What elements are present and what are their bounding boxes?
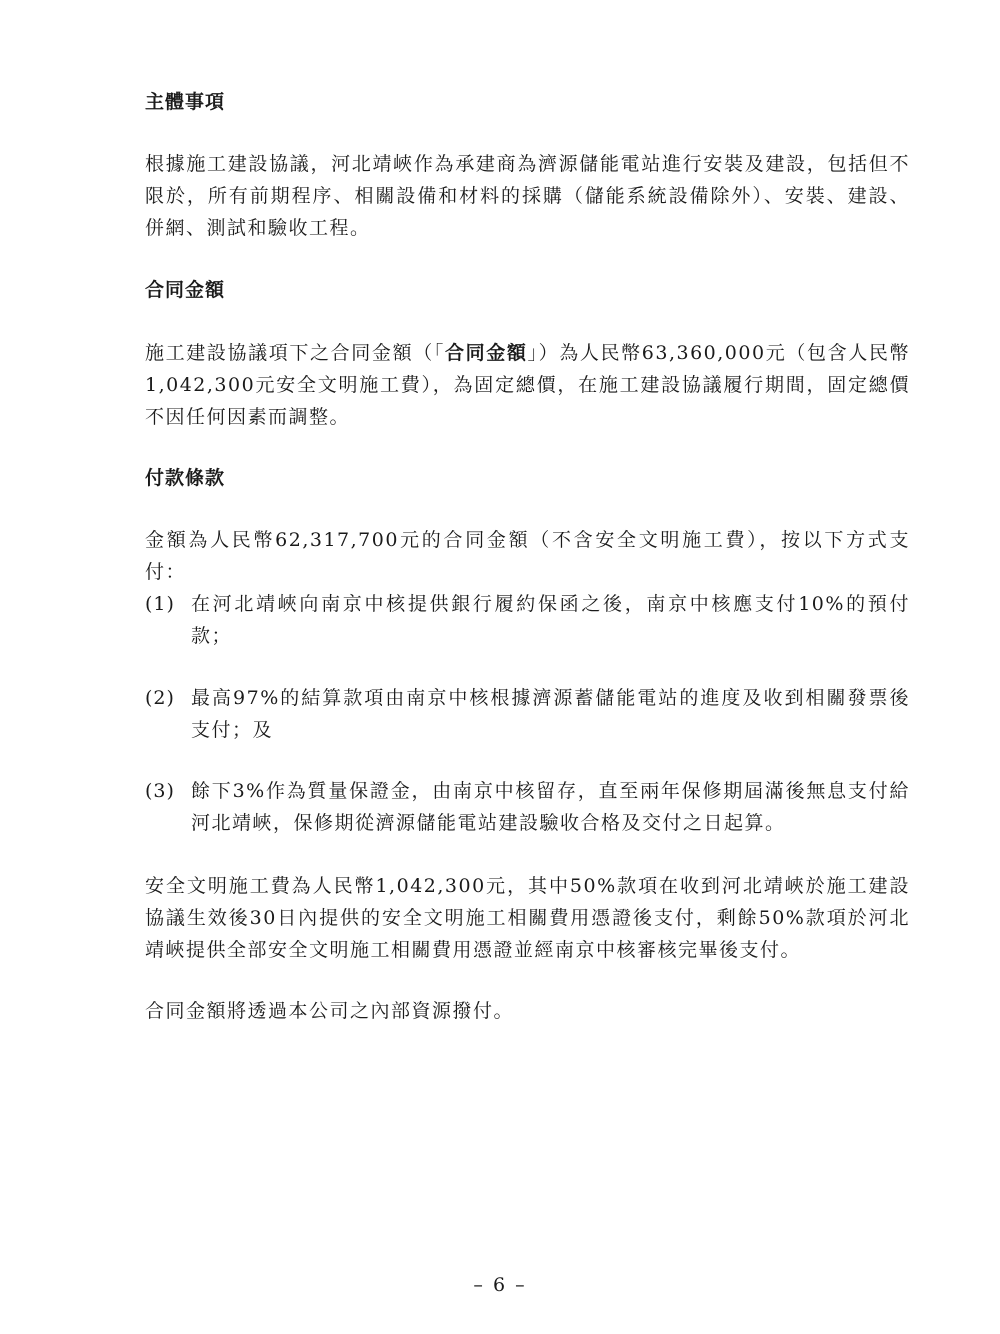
payment-item-text: 最高97%的結算款項由南京中核根據濟源蓄儲能電站的進度及收到相關發票後支付；及 [191, 687, 910, 741]
contract-amount-defined-term: 合同金額 [444, 342, 528, 364]
payment-intro: 金額為人民幣62,317,700元的合同金額（不含安全文明施工費），按以下方式支付： [145, 529, 910, 583]
payment-item-number: (3) [145, 780, 175, 802]
funding-block [145, 995, 910, 1027]
page-number: – 6 – [473, 1274, 527, 1296]
subject-section [145, 86, 910, 118]
payment-item-text: 餘下3%作為質量保證金，由南京中核留存，直至兩年保修期屆滿後無息支付給河北靖峽，保修期從濟源儲能電站建設驗收合格及交付之日起算。 [191, 780, 910, 834]
subject-paragraph: 根據施工建設協議，河北靖峽作為承建商為濟源儲能電站進行安裝及建設，包括但不限於，所有前期程序、相關設備和材料的採購（儲能系統設備除外）、安裝、建設、併網、測試和驗收工程。 [145, 153, 910, 239]
contract-amount-paragraph-block [145, 337, 910, 433]
payment-item-text: 在河北靖峽向南京中核提供銀行履約保函之後，南京中核應支付10%的預付款； [191, 593, 910, 647]
funding-paragraph: 合同金額將透過本公司之內部資源撥付。 [145, 1000, 515, 1022]
payment-intro-block [145, 524, 910, 588]
payment-item-3 [145, 775, 910, 839]
contract-amount-heading: 合同金額 [145, 279, 226, 301]
payment-item-number: (2) [145, 687, 175, 709]
payment-heading: 付款條款 [145, 467, 226, 489]
contract-amount-paragraph [145, 337, 910, 433]
payment-section [145, 462, 910, 494]
contract-amount-text-pre: 施工建設協議項下之合同金額（「 [145, 342, 445, 364]
subject-paragraph-block [145, 148, 910, 244]
safety-fee-paragraph: 安全文明施工費為人民幣1,042,300元，其中50%款項在收到河北靖峽於施工建設協議生效後30日內提供的安全文明施工相關費用憑證後支付，剩餘50%款項於河北靖峽提供全部安全文明施工相關費用憑證並經南京中核審核完畢後支付。 [145, 875, 910, 961]
contract-amount-section [145, 274, 910, 306]
safety-fee-block [145, 870, 910, 966]
payment-item-number: (1) [145, 593, 175, 615]
subject-heading: 主體事項 [145, 91, 226, 113]
payment-item-2 [145, 682, 910, 746]
payment-item-1 [145, 588, 910, 652]
contract-amount-text-post: 」）為人民幣63,360,000元（包含人民幣1,042,300元安全文明施工費），為固定總價，在施工建設協議履行期間，固定總價不因任何因素而調整。 [145, 342, 910, 428]
